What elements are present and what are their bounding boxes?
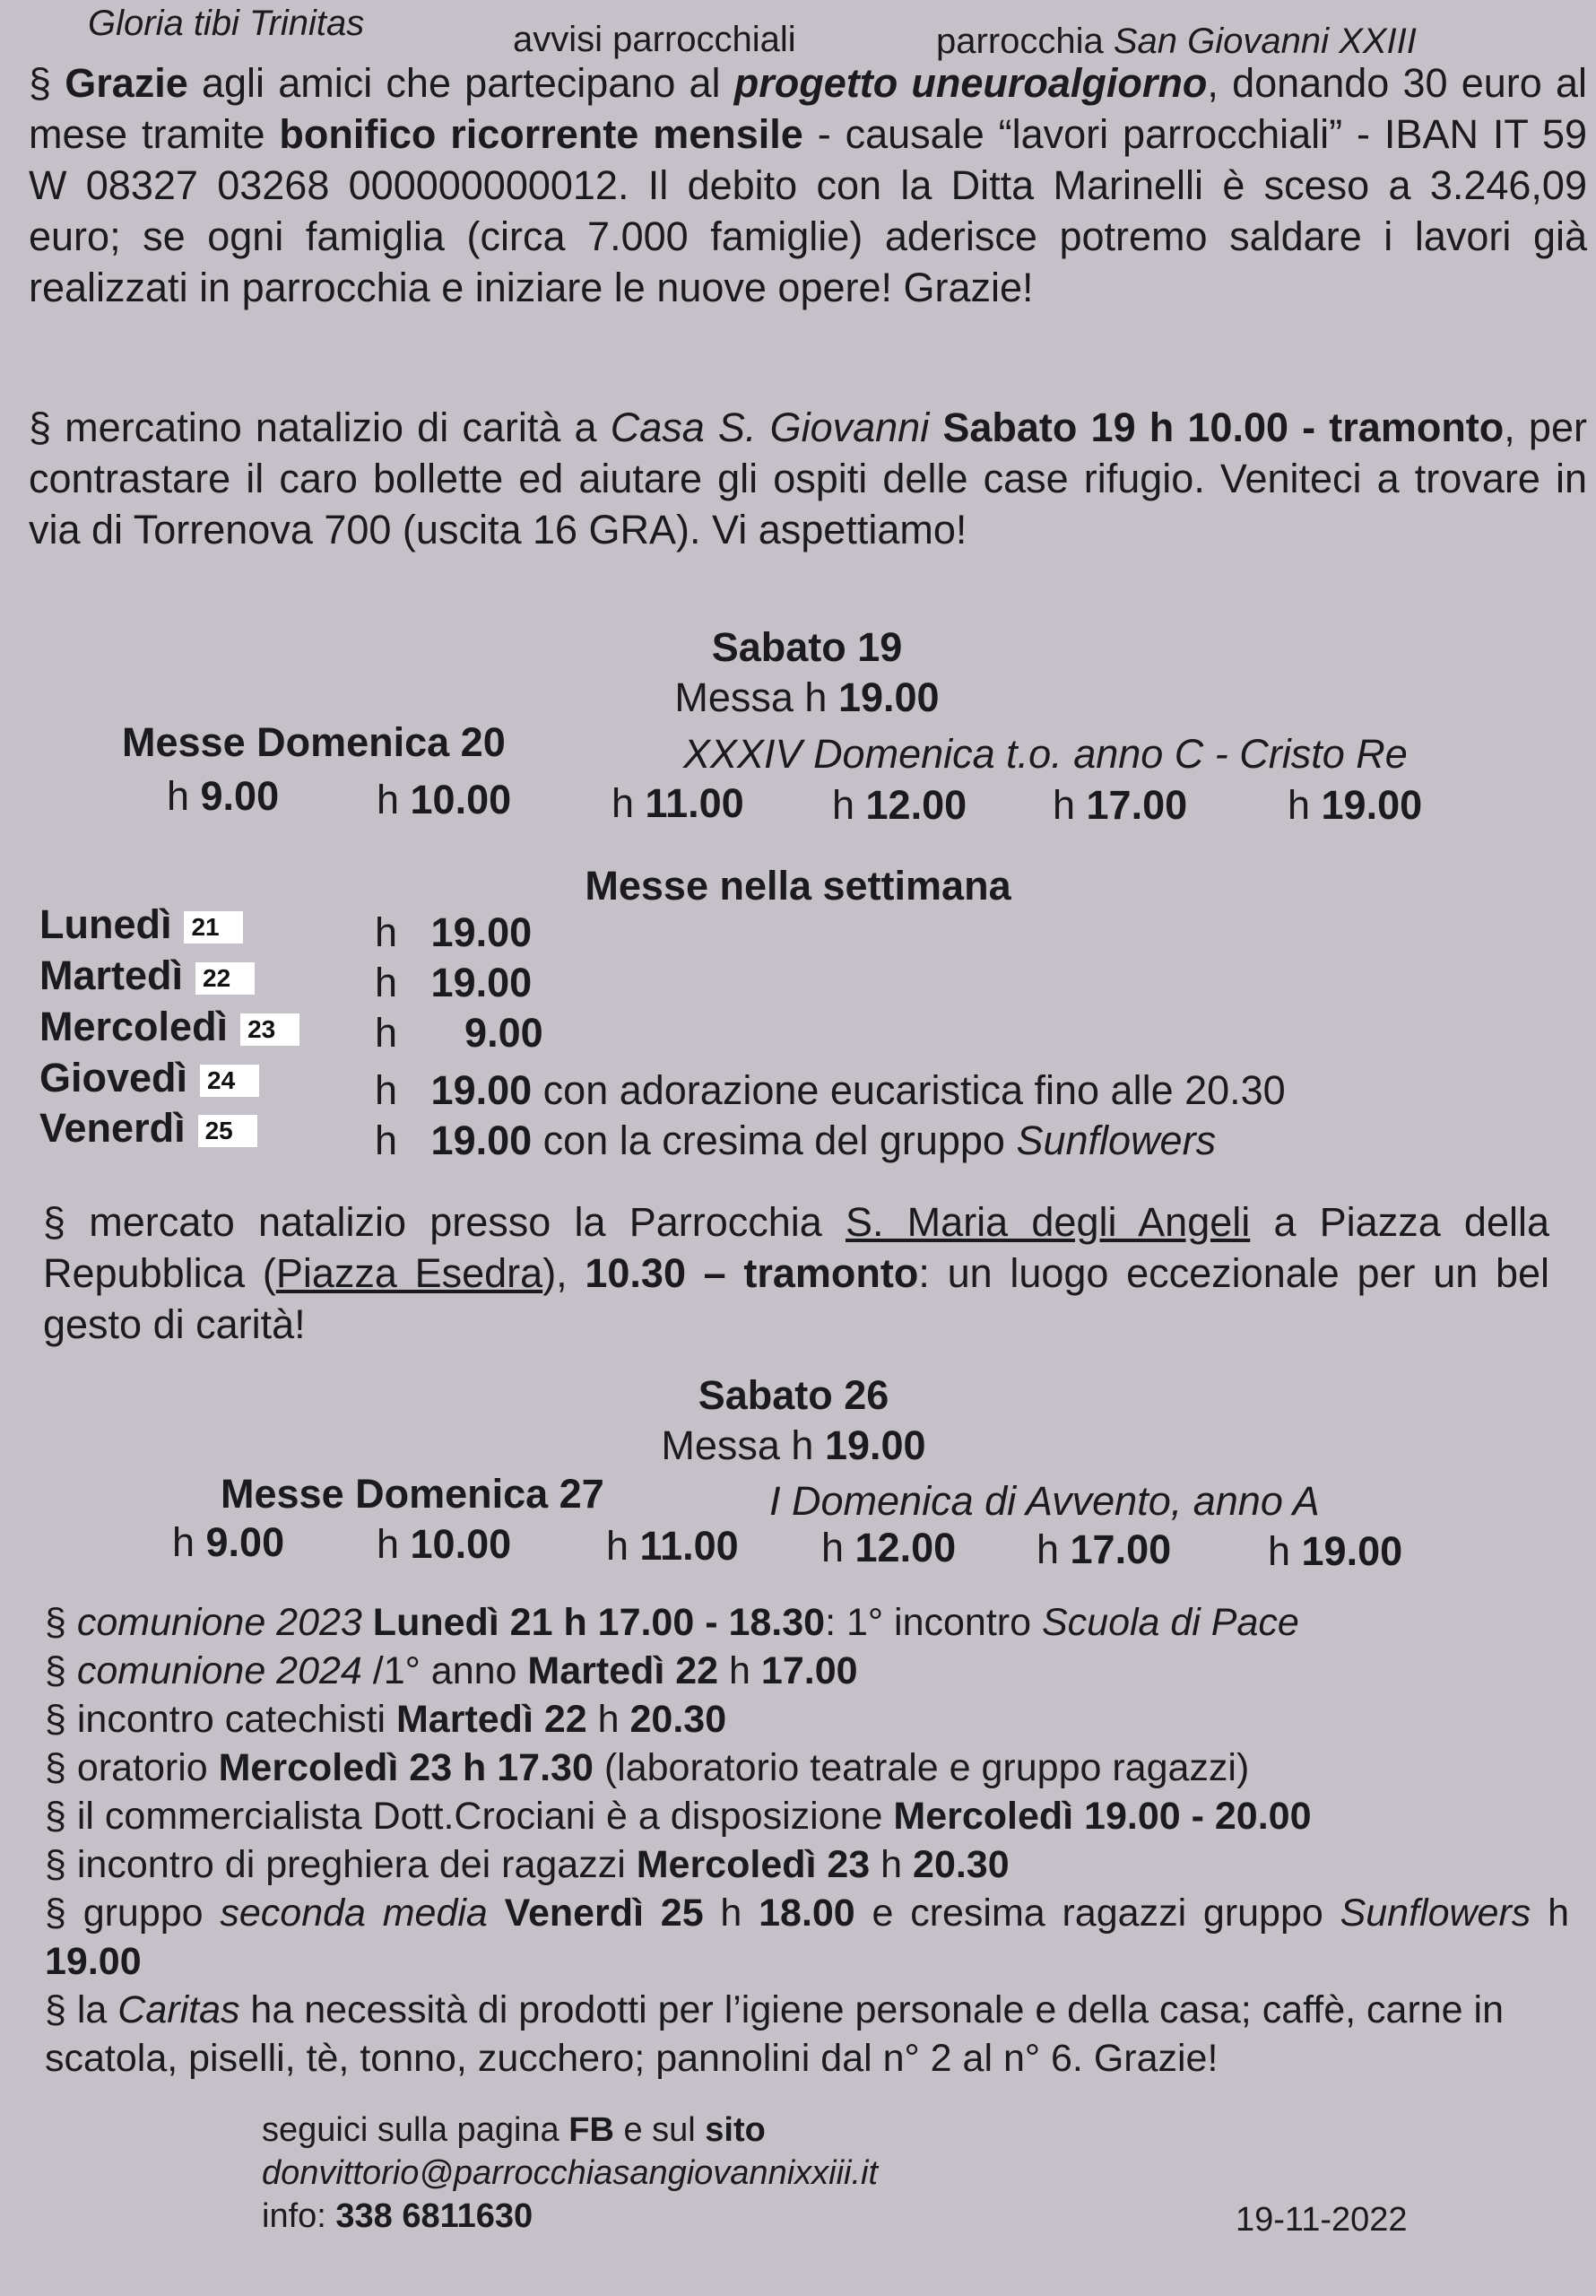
footer-follow: seguici sulla pagina FB e sul sito bbox=[262, 2111, 766, 2149]
event-communion-2023: § comunione 2023 Lunedì 21 h 17.00 - 18.30: 1° incontro Scuola di Pace bbox=[45, 1601, 1299, 1644]
weekday-time: h 19.00 bbox=[375, 960, 533, 1005]
weekday-row: Martedì 22 bbox=[39, 952, 255, 999]
date-label: 25 bbox=[198, 1115, 257, 1147]
event-catechists: § incontro catechisti Martedì 22 h 20.30 bbox=[45, 1698, 727, 1741]
header-parish: parrocchia San Giovanni XXIII bbox=[936, 22, 1417, 61]
date-label: 24 bbox=[200, 1065, 259, 1097]
weekday-masses-title: Messe nella settimana bbox=[585, 863, 1011, 909]
sunday-27-mass-time: h 10.00 bbox=[377, 1521, 512, 1567]
event-youth-prayer: § incontro di preghiera dei ragazzi Mercoledì 23 h 20.30 bbox=[45, 1843, 1010, 1886]
saturday-26-mass: Messa h 19.00 bbox=[661, 1422, 926, 1468]
sunday-27-mass-time: h 11.00 bbox=[606, 1523, 739, 1569]
footer-date: 19-11-2022 bbox=[1236, 2201, 1408, 2239]
weekday-time: h 19.00 bbox=[375, 909, 533, 955]
sunday-20-mass-time: h 9.00 bbox=[167, 773, 280, 819]
saturday-26-title: Sabato 26 bbox=[698, 1372, 889, 1418]
weekday-time: h 19.00 con la cresima del gruppo Sunflowers bbox=[375, 1118, 1217, 1163]
header-motto: Gloria tibi Trinitas bbox=[88, 4, 365, 43]
footer-info: info: 338 6811630 bbox=[262, 2197, 533, 2235]
sunday-20-mass-time: h 10.00 bbox=[377, 777, 512, 822]
sunday-27-mass-time: h 12.00 bbox=[821, 1525, 957, 1570]
weekday-time: h 19.00 con adorazione eucaristica fino alle 20.30 bbox=[375, 1067, 1286, 1113]
weekday-row: Lunedì 21 bbox=[39, 901, 243, 948]
sunday-27-title: Messe Domenica 27 bbox=[221, 1471, 604, 1517]
event-oratory: § oratorio Mercoledì 23 h 17.30 (laboratorio teatrale e gruppo ragazzi) bbox=[45, 1746, 1250, 1789]
date-label: 21 bbox=[184, 911, 243, 944]
weekday-time: h 9.00 bbox=[375, 1010, 543, 1056]
event-second-grade: § gruppo seconda media Venerdì 25 h 18.00 e cresima ragazzi gruppo Sunflowers h 19.00 bbox=[45, 1892, 1569, 1983]
sunday-20-mass-time: h 11.00 bbox=[612, 780, 744, 826]
sunday-27-mass-time: h 17.00 bbox=[1037, 1526, 1172, 1572]
sunday-20-mass-time: h 17.00 bbox=[1053, 782, 1188, 828]
notice-donations: § Grazie agli amici che partecipano al progetto uneuroalgiorno, donando 30 euro al mese tramite bonifico ricorrente mensile - causale “lavori parrocchiali” - IBAN IT 59 W 08327 03268 000000000012. Il debito con la Ditta Marinelli è sceso a 3.246,09 euro; se ogni famiglia (circa 7.000 famiglie) aderisce potremo saldare i lavori già realizzati in parrocchia e iniziare le nuove opere! Grazie! bbox=[29, 60, 1587, 310]
notice-christmas-market: § mercatino natalizio di carità a Casa S. Giovanni Sabato 19 h 10.00 - tramonto, per contrastare il caro bollette ed aiutare gli ospiti delle case rifugio. Veniteci a trovare in via di Torrenova 700 (uscita 16 GRA). Vi aspettiamo! bbox=[29, 404, 1587, 552]
header-title: avvisi parrocchiali bbox=[513, 20, 796, 59]
date-label: 22 bbox=[195, 962, 255, 995]
sunday-27-mass-time: h 9.00 bbox=[172, 1519, 285, 1565]
event-caritas: § la Caritas ha necessità di prodotti per l’igiene personale e della casa; caffè, carne in scatola, piselli, tè, tonno, zucchero; pannolini dal n° 2 al n° 6. Grazie! bbox=[45, 1988, 1505, 2080]
sunday-20-mass-time: h 19.00 bbox=[1288, 782, 1423, 828]
sunday-27-liturgy: I Domenica di Avvento, anno A bbox=[769, 1478, 1320, 1524]
weekday-row: Mercoledì 23 bbox=[39, 1004, 299, 1050]
event-accountant: § il commercialista Dott.Crociani è a disposizione Mercoledì 19.00 - 20.00 bbox=[45, 1795, 1312, 1838]
sunday-27-mass-time: h 19.00 bbox=[1268, 1528, 1403, 1574]
weekday-row: Venerdì 25 bbox=[39, 1105, 257, 1152]
notice-market-santa-maria: § mercato natalizio presso la Parrocchia S. Maria degli Angeli a Piazza della Repubblica (Piazza Esedra), 10.30 – tramonto: un luogo eccezionale per un bel gesto di carità! bbox=[43, 1199, 1549, 1347]
saturday-19-mass: Messa h 19.00 bbox=[674, 674, 940, 720]
weekday-row: Giovedì 24 bbox=[39, 1055, 259, 1101]
event-communion-2024: § comunione 2024 /1° anno Martedì 22 h 17.00 bbox=[45, 1649, 858, 1692]
sunday-20-liturgy: XXXIV Domenica t.o. anno C - Cristo Re bbox=[683, 731, 1408, 777]
date-label: 23 bbox=[240, 1013, 299, 1046]
saturday-19-title: Sabato 19 bbox=[711, 624, 903, 670]
footer-email[interactable]: donvittorio@parrocchiasangiovannixxiii.it bbox=[262, 2154, 879, 2192]
sunday-20-title: Messe Domenica 20 bbox=[122, 719, 506, 765]
sunday-20-mass-time: h 12.00 bbox=[832, 782, 967, 828]
events-list bbox=[45, 1598, 1569, 2083]
